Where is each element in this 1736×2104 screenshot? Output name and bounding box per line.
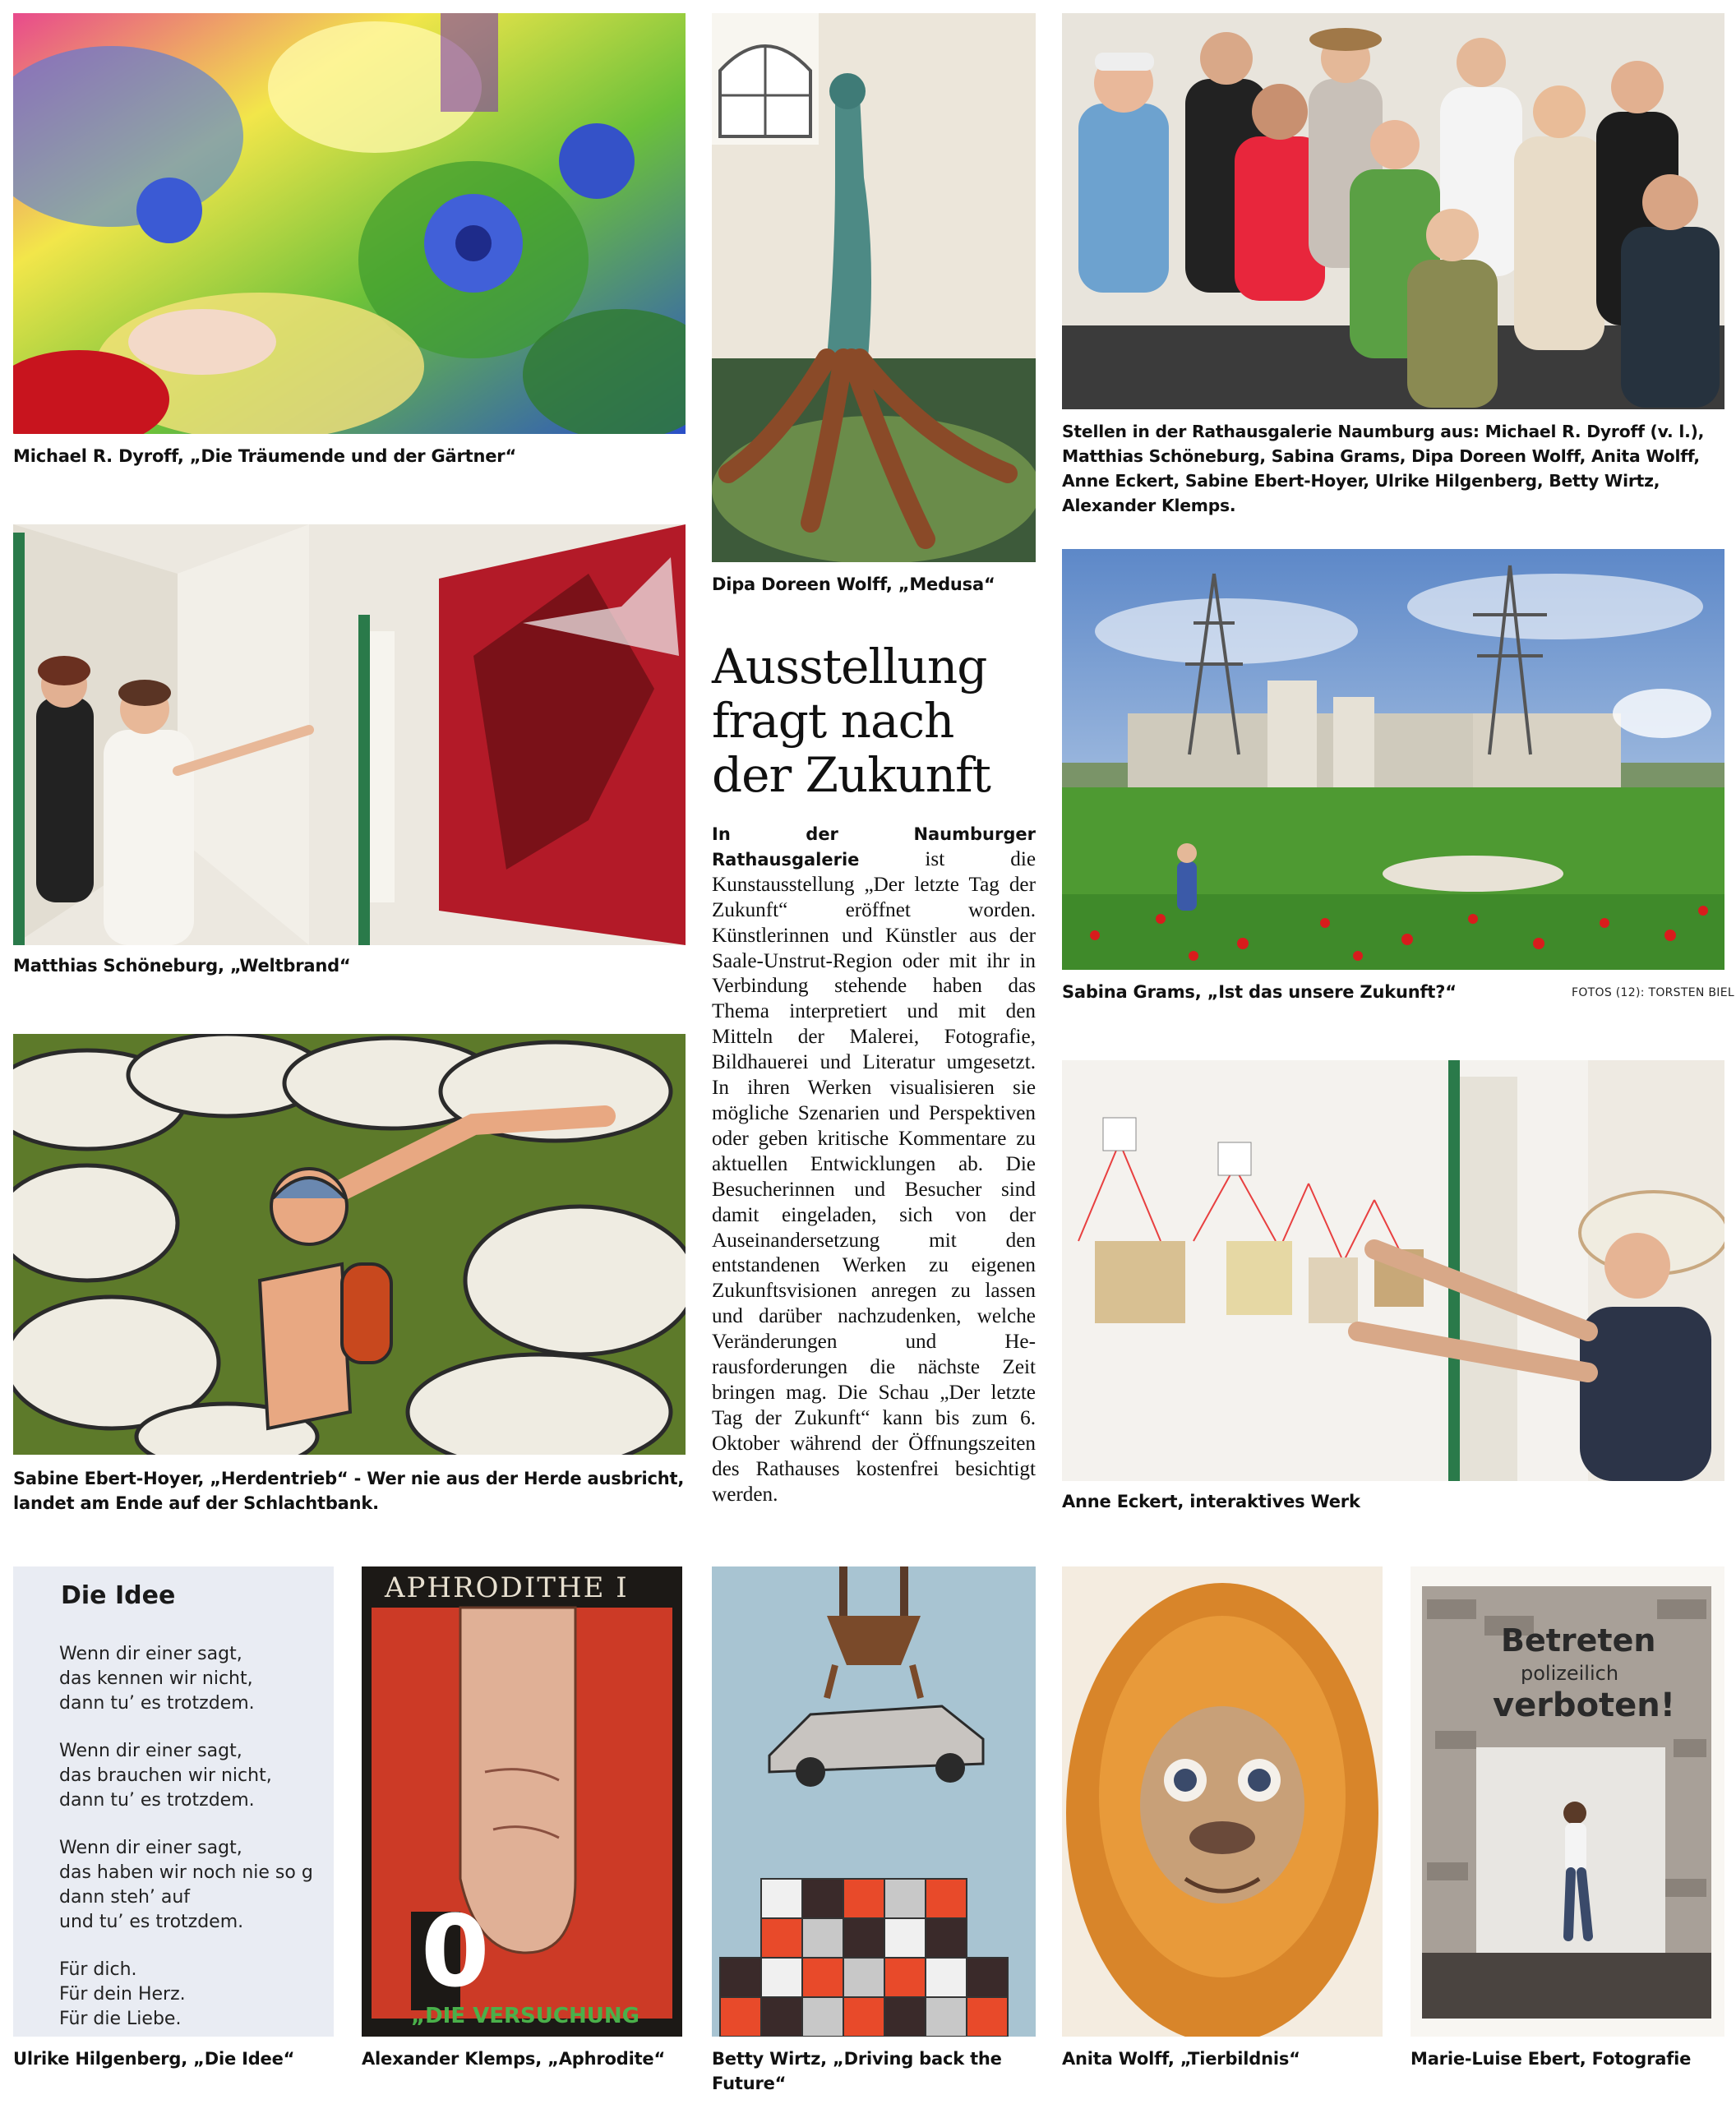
sign-line-1: Betreten: [1501, 1622, 1656, 1659]
aphrodite-title: APHRODITHE I: [385, 1571, 629, 1604]
poem-line: dann tu’ es trotzdem.: [59, 1693, 255, 1714]
caption-ebert-hoyer: Sabine Ebert-Hoyer, „Herdentrieb“ - Wer nie aus der Herde ausbricht, landet am Ende auf der Schlachtbank.: [13, 1469, 685, 1513]
caption-klemps: Alexander Klemps, „Aphrodite“: [362, 2049, 666, 2069]
photo-klemps-aphrodite: [362, 1566, 682, 2037]
poem-title: Die Idee: [61, 1581, 176, 1610]
poem-line: Wenn dir einer sagt,: [59, 1644, 242, 1664]
caption-schoeneburg: Matthias Schöneburg, „Weltbrand“: [13, 956, 351, 976]
poem-line: Wenn dir einer sagt,: [59, 1741, 242, 1761]
photo-credit: FOTOS (12): TORSTEN BIEL: [1572, 986, 1734, 999]
article-text: ist die Kunstausstellung „Der letzte Tag der Zukunft“ eröffnet worden. Künstlerinnen und Künstler aus der Saale-Unstrut-Region oder mit ihr in Verbindung stehende haben das Thema interpretiert und mit den Mitteln der Malerei, Fotografie, Bildhauerei und Literatur umgesetzt. In ihren Werken visualisieren sie mögliche Szenarien und Perspektiven oder geben kritische Kommentare zu aktuellen Entwicklungen ab. Die Besucherinnen und Besucher sind damit eingeladen, sich von der Auseinandersetzung mit den entstandenen Werken zu eigenen Zukunftsvisionen anregen zu lassen und darüber nachzudenken, welche Veränderungen und Herausforderungen die nächste Zeit bringen mag. Die Schau „Der letzte Tag der Zukunft“ kann bis zum 6. Oktober während der Öffnungszeiten des Rathauses kostenfrei besichtigt werden.: [712, 847, 1036, 1506]
photo-eckert-interaktiv: [1062, 1060, 1724, 1481]
caption-ebert: Marie-Luise Ebert, Fotografie: [1410, 2049, 1692, 2069]
poem-line: Wenn dir einer sagt,: [59, 1838, 242, 1858]
article-body: [712, 822, 1036, 1507]
poem-line: Für dich.: [59, 1959, 137, 1980]
caption-grams: Sabina Grams, „Ist das unsere Zukunft?“: [1062, 982, 1457, 1002]
photo-hilgenberg-poem: [13, 1566, 334, 2037]
poem-line: dann steh’ auf: [59, 1887, 191, 1908]
caption-medusa: Dipa Doreen Wolff, „Medusa“: [712, 574, 995, 594]
poem-line: das brauchen wir nicht,: [59, 1765, 272, 1786]
aphrodite-number: 0: [421, 1895, 490, 2009]
photo-wirtz-driving-back: [712, 1566, 1036, 2037]
poem-line: dann tu’ es trotzdem.: [59, 1790, 255, 1811]
photo-artists-group: [1062, 13, 1724, 409]
aphrodite-subtitle: „DIE VERSUCHUNG: [411, 2004, 639, 2028]
photo-medusa-sculpture: [712, 13, 1036, 562]
article-lead: In der Naumburger Rathausgalerie: [712, 824, 1036, 870]
photo-grams-zukunft: [1062, 549, 1724, 970]
poem-line: und tu’ es trotzdem.: [59, 1912, 244, 1932]
sign-line-2: polizeilich: [1521, 1662, 1619, 1685]
poem-line: Für dein Herz.: [59, 1984, 186, 2005]
photo-ebert-hoyer-herdentrieb: [13, 1034, 686, 1455]
caption-hilgenberg: Ulrike Hilgenberg, „Die Idee“: [13, 2049, 295, 2069]
photo-anita-wolff-tierbildnis: [1062, 1566, 1383, 2037]
photo-schoeneburg-weltbrand: [13, 524, 686, 945]
poem-line: das kennen wir nicht,: [59, 1668, 253, 1689]
sign-line-3: verboten!: [1493, 1686, 1676, 1724]
article-headline: Ausstellung fragt nach der Zukunft: [712, 639, 990, 803]
photo-dyroff-painting: [13, 13, 686, 434]
caption-dyroff: Michael R. Dyroff, „Die Träumende und der Gärtner“: [13, 446, 517, 466]
caption-anita-wolff: Anita Wolff, „Tierbildnis“: [1062, 2049, 1300, 2069]
caption-eckert: Anne Eckert, interaktives Werk: [1062, 1492, 1360, 1511]
poem-line: Für die Liebe.: [59, 2009, 182, 2029]
caption-group: Stellen in der Rathausgalerie Naumburg aus: Michael R. Dyroff (v. l.), Matthias Schöneburg, Sabina Grams, Dipa Doreen Wolff, Anita Wolff, Anne Eckert, Sabine Ebert-Hoyer, Ulrike Hilgenberg, Betty Wirtz, Alexander Klemps.: [1062, 422, 1705, 515]
poem-line: das haben wir noch nie so g: [59, 1862, 313, 1883]
photo-ebert-fotografie: [1410, 1566, 1724, 2037]
caption-wirtz: Betty Wirtz, „Driving back the Future“: [712, 2049, 1002, 2093]
